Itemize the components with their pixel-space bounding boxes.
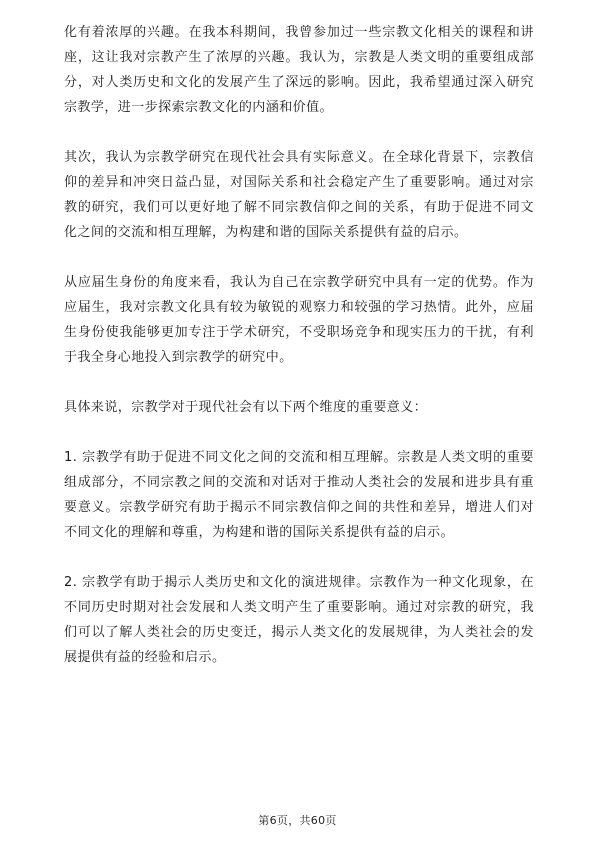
document-body	[64, 20, 534, 670]
paragraph-interest: 化有着浓厚的兴趣。在我本科期间，我曾参加过一些宗教文化相关的课程和讲座，这让我对宗教产生了浓厚的兴趣。我认为，宗教是人类文明的重要组成部分，对人类历史和文化的发展产生了深远的影响。因此，我希望通过深入研究宗教学，进一步探索宗教文化的内涵和价值。	[64, 25, 534, 115]
paragraph-point-2: 2. 宗教学有助于揭示人类历史和文化的演进规律。宗教作为一种文化现象，在不同历史时期对社会发展和人类文明产生了重要影响。通过对宗教的研究，我们可以了解人类社会的历史变迁，揭示人类文化的发展规律，为人类社会的发展提供有益的经验和启示。	[64, 575, 534, 665]
paragraph-point-1: 1. 宗教学有助于促进不同文化之间的交流和相互理解。宗教是人类文明的重要组成部分，不同宗教之间的交流和对话对于推动人类社会的发展和进步具有重要意义。宗教学研究有助于揭示不同宗教信仰之间的共性和差异，增进人们对不同文化的理解和尊重，为构建和谐的国际关系提供有益的启示。	[64, 450, 534, 540]
paragraph-dimensions-intro: 具体来说，宗教学对于现代社会有以下两个维度的重要意义：	[64, 400, 428, 415]
paragraph-graduate-advantage: 从应届生身份的角度来看，我认为自己在宗教学研究中具有一定的优势。作为应届生，我对宗教文化具有较为敏锐的观察力和较强的学习热情。此外，应届生身份使我能够更加专注于学术研究，不受职场竞争和现实压力的干扰，有利于我全身心地投入到宗教学的研究中。	[64, 275, 534, 365]
page-number-footer: 第6页，共60页	[258, 814, 337, 827]
paragraph-practical-significance: 其次，我认为宗教学研究在现代社会具有实际意义。在全球化背景下，宗教信仰的差异和冲突日益凸显，对国际关系和社会稳定产生了重要影响。通过对宗教的研究，我们可以更好地了解不同宗教信仰之间的关系，有助于促进不同文化之间的交流和相互理解，为构建和谐的国际关系提供有益的启示。	[64, 150, 534, 240]
